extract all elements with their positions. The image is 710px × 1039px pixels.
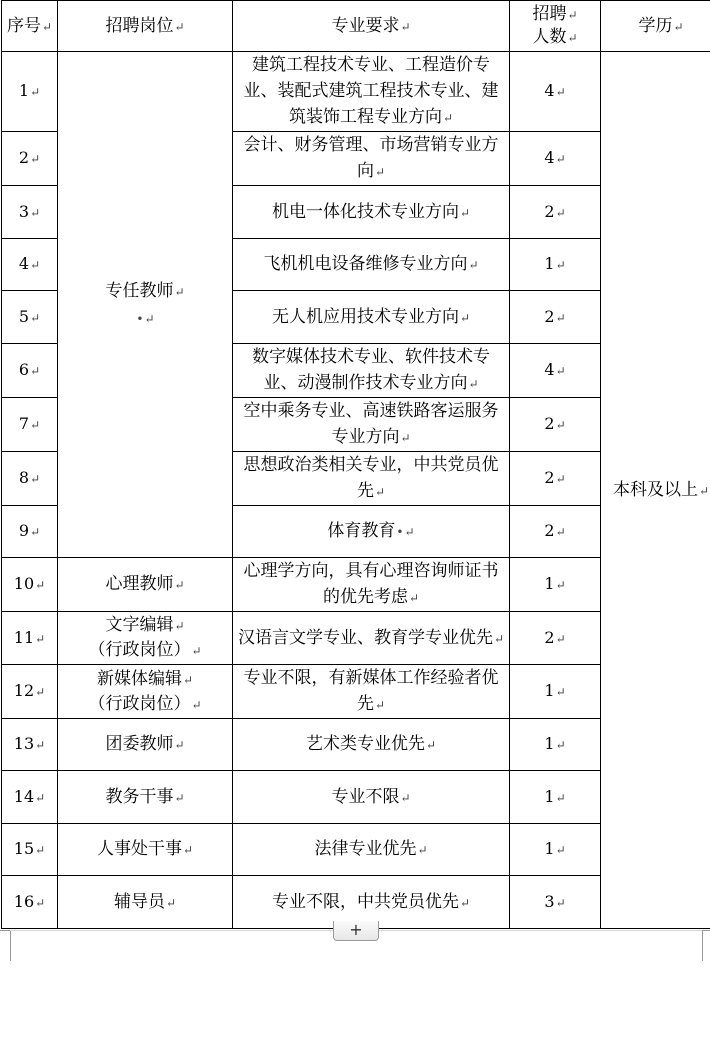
header-row [2, 1, 710, 52]
count-cell[interactable]: 2↵ [510, 452, 601, 506]
post-cell[interactable]: 教务干事↵ [58, 771, 233, 824]
recruitment-table [1, 0, 710, 929]
count-cell[interactable]: 1↵ [510, 824, 601, 876]
seq-cell[interactable]: 8↵ [2, 452, 58, 506]
seq-cell[interactable]: 9↵ [2, 506, 58, 558]
count-cell[interactable]: 1↵ [510, 771, 601, 824]
count-cell[interactable]: 1↵ [510, 719, 601, 771]
seq-cell[interactable]: 15↵ [2, 824, 58, 876]
page-corner-left [0, 930, 11, 961]
major-cell[interactable]: 会计、财务管理、市场营销专业方向↵ [233, 132, 510, 186]
seq-cell[interactable]: 13↵ [2, 719, 58, 771]
seq-cell[interactable]: 7↵ [2, 398, 58, 452]
major-cell[interactable]: 思想政治类相关专业，中共党员优先↵ [233, 452, 510, 506]
post-cell[interactable]: 新媒体编辑↵ （行政岗位）↵ [58, 665, 233, 719]
table-row [2, 52, 710, 132]
seq-cell[interactable]: 4↵ [2, 239, 58, 291]
seq-cell[interactable]: 14↵ [2, 771, 58, 824]
major-cell[interactable]: 心理学方向，具有心理咨询师证书的优先考虑↵ [233, 558, 510, 612]
major-cell[interactable]: 专业不限，有新媒体工作经验者优先↵ [233, 665, 510, 719]
seq-cell[interactable]: 11↵ [2, 612, 58, 665]
major-cell[interactable]: 汉语言文学专业、教育学专业优先↵ [233, 612, 510, 665]
count-cell[interactable]: 2↵ [510, 398, 601, 452]
header-post[interactable]: 招聘岗位↵ [58, 1, 233, 52]
count-cell[interactable]: 4↵ [510, 344, 601, 398]
education-cell[interactable]: 本科及以上↵ [601, 52, 710, 929]
post-cell[interactable]: 心理教师↵ [58, 558, 233, 612]
seq-cell[interactable]: 3↵ [2, 186, 58, 239]
page-corner-right [702, 930, 710, 961]
count-cell[interactable]: 2↵ [510, 506, 601, 558]
seq-cell[interactable]: 1↵ [2, 52, 58, 132]
major-cell[interactable]: 机电一体化技术专业方向↵ [233, 186, 510, 239]
major-cell[interactable]: 无人机应用技术专业方向↵ [233, 291, 510, 344]
post-cell[interactable]: 团委教师↵ [58, 719, 233, 771]
count-cell[interactable]: 2↵ [510, 612, 601, 665]
header-seq[interactable]: 序号↵ [2, 1, 58, 52]
post-cell-merged[interactable]: 专任教师↵ •↵ [58, 52, 233, 558]
major-cell[interactable]: 体育教育•↵ [233, 506, 510, 558]
seq-cell[interactable]: 16↵ [2, 876, 58, 929]
count-cell[interactable]: 2↵ [510, 186, 601, 239]
post-cell[interactable]: 文字编辑↵ （行政岗位）↵ [58, 612, 233, 665]
count-cell[interactable]: 4↵ [510, 52, 601, 132]
header-education[interactable]: 学历↵ [601, 1, 710, 52]
seq-cell[interactable]: 2↵ [2, 132, 58, 186]
post-cell[interactable]: 辅导员↵ [58, 876, 233, 929]
major-cell[interactable]: 建筑工程技术专业、工程造价专业、装配式建筑工程技术专业、建筑装饰工程专业方向↵ [233, 52, 510, 132]
seq-cell[interactable]: 5↵ [2, 291, 58, 344]
count-cell[interactable]: 1↵ [510, 558, 601, 612]
major-cell[interactable]: 空中乘务专业、高速铁路客运服务专业方向↵ [233, 398, 510, 452]
major-cell[interactable]: 艺术类专业优先↵ [233, 719, 510, 771]
count-cell[interactable]: 3↵ [510, 876, 601, 929]
seq-cell[interactable]: 12↵ [2, 665, 58, 719]
seq-cell[interactable]: 10↵ [2, 558, 58, 612]
major-cell[interactable]: 专业不限↵ [233, 771, 510, 824]
major-cell[interactable]: 飞机机电设备维修专业方向↵ [233, 239, 510, 291]
header-count[interactable]: 招聘↵ 人数↵ [510, 1, 601, 52]
count-cell[interactable]: 2↵ [510, 291, 601, 344]
count-cell[interactable]: 1↵ [510, 239, 601, 291]
major-cell[interactable]: 专业不限，中共党员优先↵ [233, 876, 510, 929]
count-cell[interactable]: 4↵ [510, 132, 601, 186]
post-cell[interactable]: 人事处干事↵ [58, 824, 233, 876]
seq-cell[interactable]: 6↵ [2, 344, 58, 398]
header-major[interactable]: 专业要求↵ [233, 1, 510, 52]
major-cell[interactable]: 法律专业优先↵ [233, 824, 510, 876]
add-row-button[interactable]: + [333, 921, 379, 941]
count-cell[interactable]: 1↵ [510, 665, 601, 719]
major-cell[interactable]: 数字媒体技术专业、软件技术专业、动漫制作技术专业方向↵ [233, 344, 510, 398]
